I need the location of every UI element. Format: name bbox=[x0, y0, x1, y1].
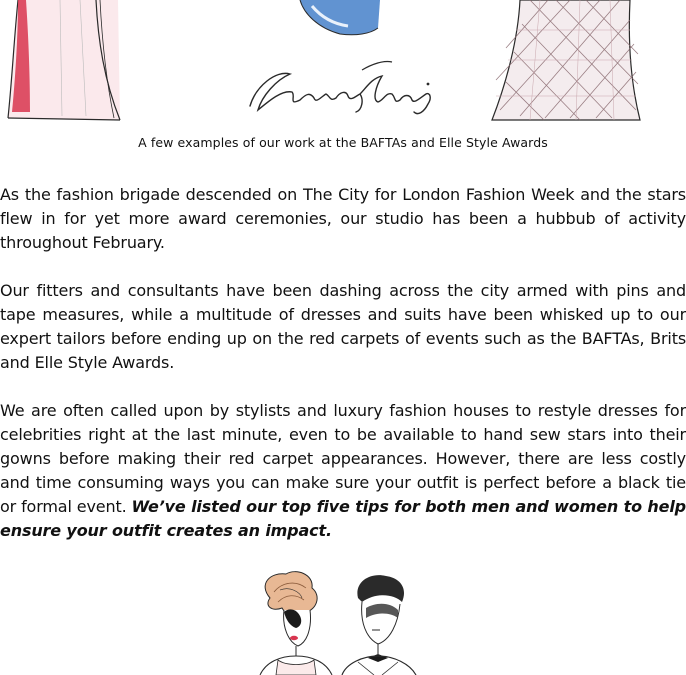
plaid-gown-sketch bbox=[492, 0, 640, 120]
paragraph-3-emphasis: We’ve listed our top five tips for both men and women to help ensure your outfit creates an impact. bbox=[0, 497, 686, 540]
fashion-sketch-illustration bbox=[0, 0, 686, 128]
blue-gown-sketch bbox=[300, 0, 380, 35]
red-gown-sketch bbox=[8, 0, 120, 120]
woman-figure-sketch bbox=[260, 572, 332, 675]
paragraph-3 bbox=[0, 399, 686, 543]
designer-signature bbox=[250, 61, 430, 113]
paragraph-1: As the fashion brigade descended on The City for London Fashion Week and the stars flew in for yet more award ceremonies, our studio has been a hubbub of activity throughout February. bbox=[0, 185, 686, 252]
paragraph-2: Our fitters and consultants have been dashing across the city armed with pins and tape measures, while a multitude of dresses and suits have been whisked up to our expert tailors before ending up on the red carpets of events such as the BAFTAs, Brits and Elle Style Awards. bbox=[0, 281, 686, 372]
image-caption: A few examples of our work at the BAFTAs and Elle Style Awards bbox=[138, 135, 548, 150]
article-body bbox=[0, 183, 686, 567]
man-figure-sketch bbox=[342, 575, 416, 675]
paragraph-3-text: We are often called upon by stylists and luxury fashion houses to restyle dresses for celebrities right at the last minute, even to be available to hand sew stars into their gowns before making their red carpet appearances. However, there are less costly and time consuming ways you can make sure your outfit is perfect before a black tie or formal event. bbox=[0, 401, 686, 516]
couple-sketch-illustration bbox=[230, 568, 450, 675]
